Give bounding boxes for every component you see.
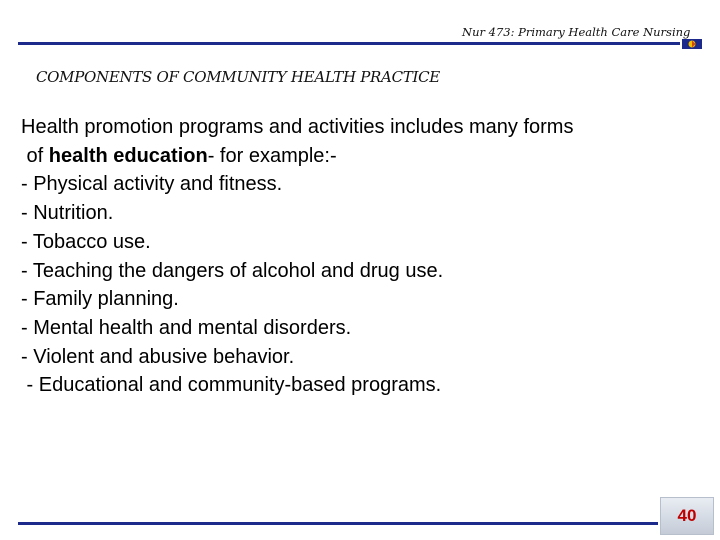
slide-title: COMPONENTS OF COMMUNITY HEALTH PRACTICE [36, 68, 440, 86]
decorative-arrow-icon [682, 39, 702, 49]
intro-prefix: of [21, 144, 49, 167]
list-item: - Violent and abusive behavior. [21, 345, 295, 368]
intro-line-1: Health promotion programs and activities includes many forms [21, 116, 574, 138]
list-item: - Nutrition. [21, 202, 114, 225]
intro-line-2 [21, 142, 711, 171]
list-item: - Teaching the dangers of alcohol and drug use. [21, 259, 444, 282]
page-number: 40 [677, 506, 697, 525]
course-header: Nur 473: Primary Health Care Nursing [462, 25, 691, 39]
page-number-box [660, 497, 714, 535]
intro-suffix: - for example:- [207, 144, 337, 167]
list-item: - Family planning. [21, 288, 179, 311]
top-rule [18, 42, 680, 45]
list-item: - Educational and community-based programs. [21, 374, 442, 397]
slide-body [21, 113, 711, 400]
intro-emphasis: health education [48, 144, 208, 167]
list-item: - Mental health and mental disorders. [21, 316, 352, 339]
bottom-rule [18, 522, 658, 525]
list-item: - Physical activity and fitness. [21, 173, 283, 196]
list-item: - Tobacco use. [21, 230, 151, 253]
